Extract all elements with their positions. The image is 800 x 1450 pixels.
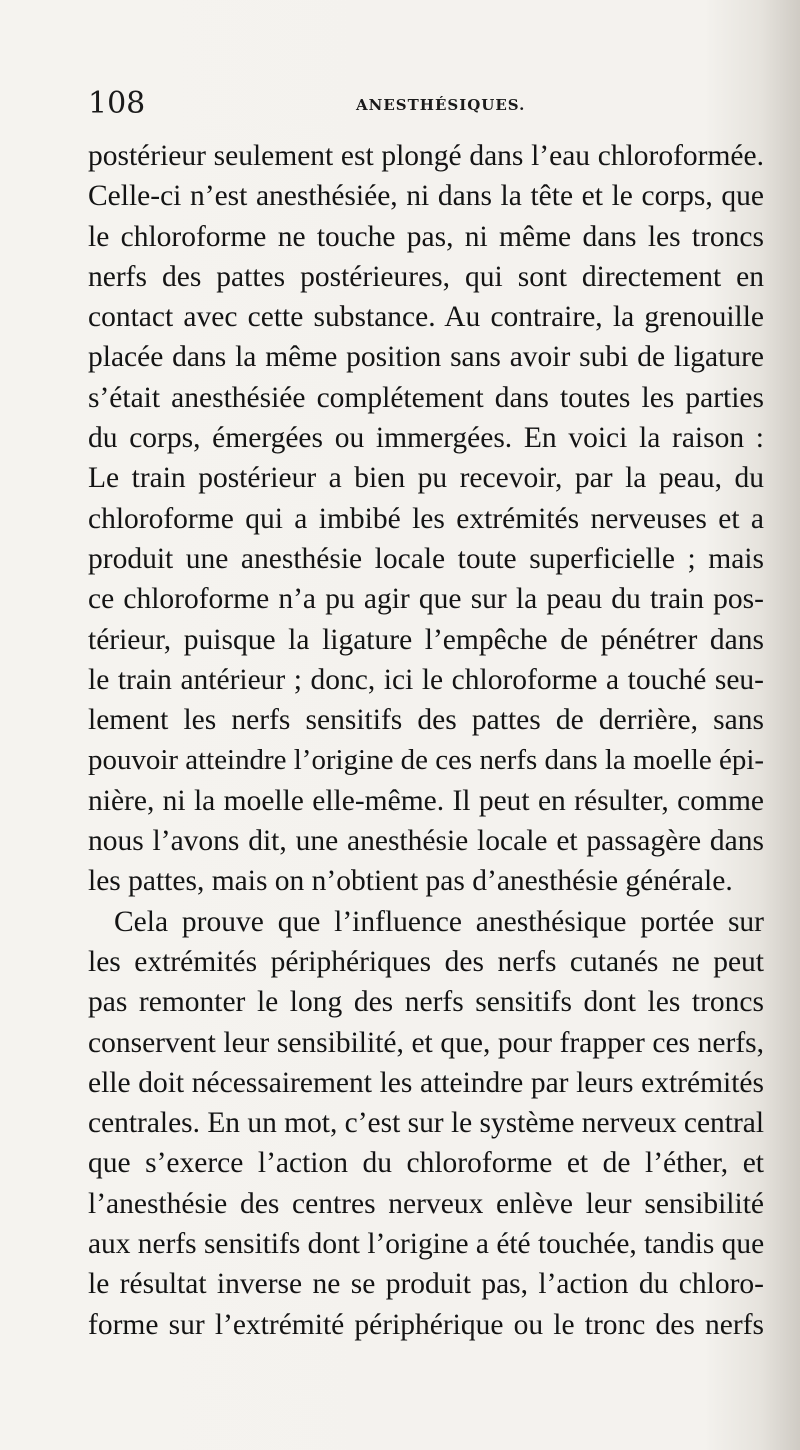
text-line: pas remonter le long des nerfs sensitifs dont les troncs bbox=[88, 986, 764, 1019]
text-line: nerfs des pattes postérieures, qui sont directement en bbox=[88, 260, 764, 293]
text-line: du corps, émergées ou immergées. En voici la raison : bbox=[88, 422, 764, 455]
text-line: elle doit nécessairement les atteindre par leurs extrémités bbox=[88, 1066, 764, 1099]
text-line: conservent leur sensibilité, et que, pour frapper ces nerfs, bbox=[88, 1026, 764, 1059]
text-line: chloroforme qui a imbibé les extrémités nerveuses et a bbox=[88, 502, 764, 535]
text-line: lement les nerfs sensitifs des pattes de derrière, sans bbox=[88, 704, 764, 737]
paragraph-1 bbox=[88, 136, 764, 902]
body-text bbox=[88, 136, 764, 1345]
text-line: les pattes, mais on n’obtient pas d’anesthésie générale. bbox=[88, 865, 733, 898]
text-line: Cela prouve que l’influence anesthésique portée sur bbox=[114, 905, 764, 938]
text-line: contact avec cette substance. Au contraire, la grenouille bbox=[88, 301, 764, 334]
text-line: Celle-ci n’est anesthésiée, ni dans la tête et le corps, que bbox=[88, 180, 764, 213]
text-line: térieur, puisque la ligature l’empêche de pénétrer dans bbox=[88, 623, 764, 656]
running-title: ANESTHÉSIQUES. bbox=[356, 96, 526, 114]
paragraph-2 bbox=[88, 902, 764, 1345]
text-line: ce chloroforme n’a pu agir que sur la peau du train pos- bbox=[88, 583, 764, 616]
text-line: postérieur seulement est plongé dans l’eau chloroformée. bbox=[88, 140, 764, 172]
text-line: forme sur l’extrémité périphérique ou le tronc des nerfs bbox=[88, 1308, 764, 1341]
text-line: les extrémités périphériques des nerfs cutanés ne peut bbox=[88, 945, 764, 978]
text-line: produit une anesthésie locale toute superficielle ; mais bbox=[88, 542, 764, 575]
text-line: placée dans la même position sans avoir subi de ligature bbox=[88, 341, 764, 374]
text-line: que s’exerce l’action du chloroforme et de l’éther, et bbox=[88, 1147, 764, 1180]
text-line: le chloroforme ne touche pas, ni même dans les troncs bbox=[88, 220, 764, 253]
text-line: centrales. En un mot, c’est sur le système nerveux central bbox=[88, 1107, 764, 1140]
page-number: 108 bbox=[88, 86, 146, 121]
text-line: s’était anesthésiée complétement dans toutes les parties bbox=[88, 381, 764, 414]
text-line: nière, ni la moelle elle-même. Il peut en résulter, comme bbox=[88, 784, 764, 817]
text-line: nous l’avons dit, une anesthésie locale et passagère dans bbox=[88, 825, 764, 858]
text-line: le train antérieur ; donc, ici le chloroforme a touché seu- bbox=[88, 663, 764, 696]
text-line: Le train postérieur a bien pu recevoir, par la peau, du bbox=[88, 462, 764, 495]
page-header bbox=[88, 84, 764, 124]
text-line: le résultat inverse ne se produit pas, l’action du chloro- bbox=[88, 1268, 764, 1301]
text-line: pouvoir atteindre l’origine de ces nerfs dans la moelle épi- bbox=[88, 744, 764, 777]
text-line: aux nerfs sensitifs dont l’origine a été touchée, tandis que bbox=[88, 1228, 765, 1261]
text-line: l’anesthésie des centres nerveux enlève leur sensibilité bbox=[88, 1187, 764, 1220]
